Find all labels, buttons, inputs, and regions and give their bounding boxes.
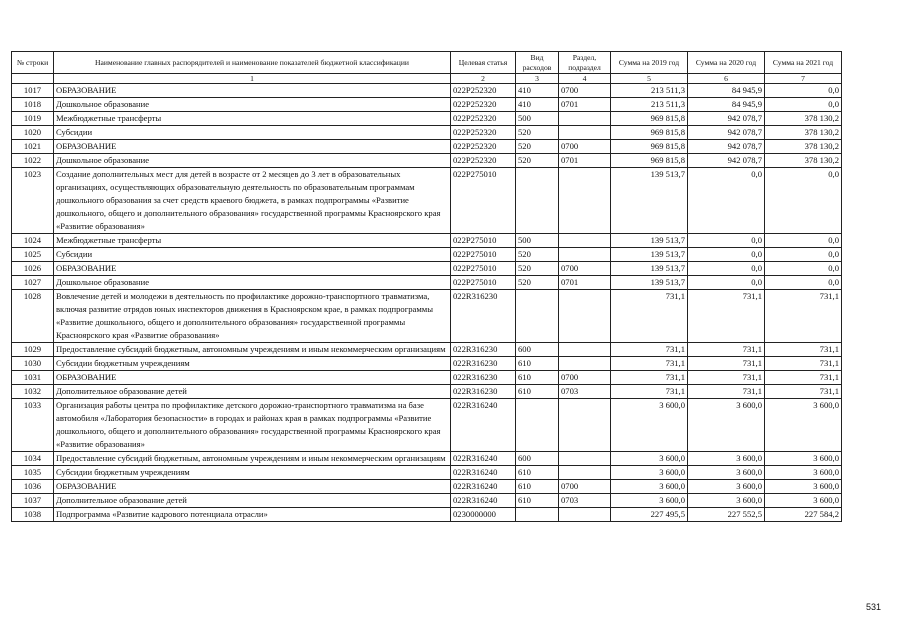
row-target-article: 022R316230 — [451, 357, 516, 371]
row-expense-type: 500 — [516, 234, 559, 248]
table-row — [12, 452, 842, 466]
table-row — [12, 508, 842, 522]
row-sum-2019: 731,1 — [611, 343, 688, 357]
row-expense-type — [516, 168, 559, 234]
row-section: 0700 — [559, 84, 611, 98]
row-target-article: 022P252320 — [451, 140, 516, 154]
row-expense-type: 520 — [516, 248, 559, 262]
row-section: 0703 — [559, 385, 611, 399]
table-row — [12, 480, 842, 494]
table-row — [12, 357, 842, 371]
row-sum-2019: 139 513,7 — [611, 248, 688, 262]
row-sum-2020: 227 552,5 — [688, 508, 765, 522]
row-sum-2021: 0,0 — [765, 248, 842, 262]
row-expense-type: 410 — [516, 84, 559, 98]
row-sum-2019: 139 513,7 — [611, 234, 688, 248]
row-sum-2019: 969 815,8 — [611, 126, 688, 140]
row-expense-type — [516, 508, 559, 522]
row-target-article: 022R316240 — [451, 466, 516, 480]
row-sum-2021: 731,1 — [765, 290, 842, 343]
row-target-article: 0230000000 — [451, 508, 516, 522]
row-number: 1028 — [12, 290, 54, 343]
header-sum-2021: Сумма на 2021 год — [765, 52, 842, 74]
row-section: 0700 — [559, 371, 611, 385]
row-sum-2021: 3 600,0 — [765, 466, 842, 480]
row-sum-2020: 3 600,0 — [688, 466, 765, 480]
row-sum-2019: 139 513,7 — [611, 262, 688, 276]
row-number: 1032 — [12, 385, 54, 399]
row-number: 1020 — [12, 126, 54, 140]
row-target-article: 022P252320 — [451, 112, 516, 126]
row-name: Субсидии — [54, 126, 451, 140]
row-section — [559, 290, 611, 343]
row-sum-2019: 3 600,0 — [611, 480, 688, 494]
row-sum-2021: 3 600,0 — [765, 399, 842, 452]
row-name: Подпрограмма «Развитие кадрового потенциала отрасли» — [54, 508, 451, 522]
row-sum-2019: 3 600,0 — [611, 452, 688, 466]
row-number: 1027 — [12, 276, 54, 290]
row-name: Вовлечение детей и молодежи в деятельность по профилактике дорожно-транспортного травматизма, включая развитие отрядов юных инспекторов движения в Красноярском крае, в рамках подпрограммы «Развитие дошкольного, общего и дополнительного образования» государственной программы Красноярского края «Развитие образования» — [54, 290, 451, 343]
row-sum-2021: 3 600,0 — [765, 452, 842, 466]
row-name: ОБРАЗОВАНИЕ — [54, 84, 451, 98]
column-number-row — [12, 74, 842, 84]
row-sum-2020: 731,1 — [688, 357, 765, 371]
row-section: 0701 — [559, 98, 611, 112]
row-sum-2019: 213 511,3 — [611, 84, 688, 98]
row-target-article: 022P252320 — [451, 98, 516, 112]
header-sum-2019: Сумма на 2019 год — [611, 52, 688, 74]
table-row — [12, 466, 842, 480]
row-name: Субсидии бюджетным учреждениям — [54, 466, 451, 480]
row-sum-2020: 3 600,0 — [688, 480, 765, 494]
row-sum-2020: 731,1 — [688, 385, 765, 399]
row-section — [559, 126, 611, 140]
row-number: 1023 — [12, 168, 54, 234]
table-row — [12, 494, 842, 508]
row-section — [559, 343, 611, 357]
row-sum-2020: 942 078,7 — [688, 126, 765, 140]
row-number: 1019 — [12, 112, 54, 126]
row-sum-2019: 139 513,7 — [611, 168, 688, 234]
row-expense-type: 610 — [516, 385, 559, 399]
row-number: 1037 — [12, 494, 54, 508]
row-sum-2020: 84 945,9 — [688, 98, 765, 112]
header-sum-2020: Сумма на 2020 год — [688, 52, 765, 74]
row-sum-2020: 942 078,7 — [688, 112, 765, 126]
row-expense-type: 610 — [516, 357, 559, 371]
table-row — [12, 262, 842, 276]
row-sum-2021: 378 130,2 — [765, 154, 842, 168]
table-row — [12, 112, 842, 126]
row-sum-2020: 3 600,0 — [688, 452, 765, 466]
row-expense-type: 610 — [516, 480, 559, 494]
header-section: Раздел, подраздел — [559, 52, 611, 74]
row-sum-2019: 3 600,0 — [611, 399, 688, 452]
row-section: 0701 — [559, 154, 611, 168]
row-target-article: 022R316230 — [451, 290, 516, 343]
row-sum-2019: 139 513,7 — [611, 276, 688, 290]
row-section — [559, 508, 611, 522]
row-sum-2019: 731,1 — [611, 357, 688, 371]
row-expense-type — [516, 290, 559, 343]
row-sum-2020: 731,1 — [688, 290, 765, 343]
row-sum-2020: 3 600,0 — [688, 494, 765, 508]
row-name: Предоставление субсидий бюджетным, автономным учреждениям и иным некоммерческим организациям — [54, 343, 451, 357]
row-sum-2021: 378 130,2 — [765, 112, 842, 126]
row-expense-type: 520 — [516, 154, 559, 168]
header-row-number: № строки — [12, 52, 54, 74]
column-number: 4 — [559, 74, 611, 84]
row-target-article: 022P252320 — [451, 126, 516, 140]
table-row — [12, 234, 842, 248]
row-number: 1030 — [12, 357, 54, 371]
row-number: 1025 — [12, 248, 54, 262]
row-sum-2020: 0,0 — [688, 276, 765, 290]
table-header-row — [12, 52, 842, 74]
header-name: Наименование главных распорядителей и наименование показателей бюджетной классификации — [54, 52, 451, 74]
row-number: 1031 — [12, 371, 54, 385]
row-target-article: 022R316230 — [451, 371, 516, 385]
row-section — [559, 168, 611, 234]
row-sum-2021: 731,1 — [765, 385, 842, 399]
row-sum-2021: 731,1 — [765, 343, 842, 357]
row-name: ОБРАЗОВАНИЕ — [54, 262, 451, 276]
row-sum-2020: 3 600,0 — [688, 399, 765, 452]
row-name: Дошкольное образование — [54, 154, 451, 168]
table-body — [12, 84, 842, 522]
row-target-article: 022R316240 — [451, 452, 516, 466]
row-sum-2019: 969 815,8 — [611, 140, 688, 154]
row-number: 1035 — [12, 466, 54, 480]
row-name: ОБРАЗОВАНИЕ — [54, 371, 451, 385]
row-section — [559, 466, 611, 480]
row-number: 1021 — [12, 140, 54, 154]
row-sum-2021: 3 600,0 — [765, 494, 842, 508]
row-sum-2021: 378 130,2 — [765, 140, 842, 154]
row-target-article: 022R316230 — [451, 343, 516, 357]
row-name: Межбюджетные трансферты — [54, 112, 451, 126]
table-row — [12, 140, 842, 154]
row-target-article: 022P275010 — [451, 248, 516, 262]
row-sum-2019: 731,1 — [611, 371, 688, 385]
row-name: Дополнительное образование детей — [54, 494, 451, 508]
row-number: 1024 — [12, 234, 54, 248]
table-row — [12, 343, 842, 357]
budget-table — [11, 51, 842, 522]
row-expense-type: 610 — [516, 371, 559, 385]
column-number: 6 — [688, 74, 765, 84]
row-sum-2020: 0,0 — [688, 168, 765, 234]
row-expense-type: 520 — [516, 262, 559, 276]
column-number: 7 — [765, 74, 842, 84]
row-number: 1022 — [12, 154, 54, 168]
row-sum-2019: 731,1 — [611, 290, 688, 343]
row-expense-type: 610 — [516, 494, 559, 508]
column-number: 3 — [516, 74, 559, 84]
column-number: 1 — [54, 74, 451, 84]
row-number: 1033 — [12, 399, 54, 452]
page-number: 531 — [866, 602, 882, 612]
row-name: Дошкольное образование — [54, 98, 451, 112]
row-number: 1034 — [12, 452, 54, 466]
row-sum-2020: 0,0 — [688, 234, 765, 248]
column-number-blank — [12, 74, 54, 84]
row-sum-2020: 0,0 — [688, 248, 765, 262]
row-sum-2021: 3 600,0 — [765, 480, 842, 494]
row-sum-2021: 227 584,2 — [765, 508, 842, 522]
row-sum-2021: 0,0 — [765, 98, 842, 112]
row-name: ОБРАЗОВАНИЕ — [54, 480, 451, 494]
row-section — [559, 112, 611, 126]
row-sum-2019: 969 815,8 — [611, 112, 688, 126]
row-target-article: 022P275010 — [451, 168, 516, 234]
row-sum-2020: 942 078,7 — [688, 140, 765, 154]
row-target-article: 022P275010 — [451, 234, 516, 248]
row-target-article: 022P275010 — [451, 262, 516, 276]
row-expense-type: 520 — [516, 140, 559, 154]
row-target-article: 022R316240 — [451, 399, 516, 452]
row-expense-type: 410 — [516, 98, 559, 112]
row-sum-2021: 0,0 — [765, 168, 842, 234]
row-sum-2020: 942 078,7 — [688, 154, 765, 168]
row-number: 1036 — [12, 480, 54, 494]
row-sum-2020: 731,1 — [688, 343, 765, 357]
row-name: Предоставление субсидий бюджетным, автономным учреждениям и иным некоммерческим организациям — [54, 452, 451, 466]
row-expense-type: 600 — [516, 452, 559, 466]
header-target-article: Целевая статья — [451, 52, 516, 74]
row-sum-2020: 731,1 — [688, 371, 765, 385]
row-section — [559, 234, 611, 248]
table-row — [12, 290, 842, 343]
table-row — [12, 84, 842, 98]
row-name: Дополнительное образование детей — [54, 385, 451, 399]
table-row — [12, 385, 842, 399]
row-name: Дошкольное образование — [54, 276, 451, 290]
row-sum-2019: 3 600,0 — [611, 466, 688, 480]
row-expense-type: 520 — [516, 126, 559, 140]
row-sum-2021: 731,1 — [765, 357, 842, 371]
row-section: 0700 — [559, 480, 611, 494]
row-section — [559, 399, 611, 452]
row-sum-2021: 0,0 — [765, 276, 842, 290]
table-row — [12, 98, 842, 112]
row-name: Субсидии — [54, 248, 451, 262]
table-row — [12, 371, 842, 385]
table-row — [12, 126, 842, 140]
row-name: Организация работы центра по профилактике детского дорожно-транспортного травматизма на базе автомобиля «Лаборатория безопасности» в городах и районах края в рамках подпрограммы «Развитие дошкольного, общего и дополнительного образования» государственной программы Красноярского края «Развитие образования» — [54, 399, 451, 452]
row-sum-2019: 227 495,5 — [611, 508, 688, 522]
row-sum-2021: 731,1 — [765, 371, 842, 385]
row-expense-type: 600 — [516, 343, 559, 357]
row-section: 0703 — [559, 494, 611, 508]
row-name: Создание дополнительных мест для детей в возрасте от 2 месяцев до 3 лет в образовательных организациях, осуществляющих образовательную деятельность по образовательным программам дошкольного образования за счет средств краевого бюджета, в рамках подпрограммы «Развитие дошкольного, общего и дополнительного образования» государственной программы Красноярского края «Развитие образования» — [54, 168, 451, 234]
row-sum-2021: 0,0 — [765, 84, 842, 98]
row-section — [559, 452, 611, 466]
row-target-article: 022R316240 — [451, 494, 516, 508]
row-name: Межбюджетные трансферты — [54, 234, 451, 248]
row-section: 0700 — [559, 262, 611, 276]
column-number: 5 — [611, 74, 688, 84]
header-expense-type: Вид расходов — [516, 52, 559, 74]
row-number: 1029 — [12, 343, 54, 357]
table-row — [12, 154, 842, 168]
row-sum-2021: 0,0 — [765, 262, 842, 276]
table-row — [12, 276, 842, 290]
row-sum-2019: 213 511,3 — [611, 98, 688, 112]
table-row — [12, 399, 842, 452]
row-name: Субсидии бюджетным учреждениям — [54, 357, 451, 371]
row-sum-2019: 731,1 — [611, 385, 688, 399]
row-expense-type: 520 — [516, 276, 559, 290]
row-section: 0700 — [559, 140, 611, 154]
row-number: 1018 — [12, 98, 54, 112]
row-number: 1026 — [12, 262, 54, 276]
row-sum-2019: 3 600,0 — [611, 494, 688, 508]
row-target-article: 022R316240 — [451, 480, 516, 494]
row-expense-type — [516, 399, 559, 452]
row-number: 1038 — [12, 508, 54, 522]
row-target-article: 022P275010 — [451, 276, 516, 290]
row-section: 0701 — [559, 276, 611, 290]
row-target-article: 022P252320 — [451, 154, 516, 168]
row-sum-2019: 969 815,8 — [611, 154, 688, 168]
row-sum-2020: 84 945,9 — [688, 84, 765, 98]
row-expense-type: 610 — [516, 466, 559, 480]
table-row — [12, 248, 842, 262]
row-section — [559, 357, 611, 371]
row-number: 1017 — [12, 84, 54, 98]
row-target-article: 022P252320 — [451, 84, 516, 98]
row-name: ОБРАЗОВАНИЕ — [54, 140, 451, 154]
row-target-article: 022R316230 — [451, 385, 516, 399]
row-sum-2021: 0,0 — [765, 234, 842, 248]
table-row — [12, 168, 842, 234]
row-sum-2020: 0,0 — [688, 262, 765, 276]
row-sum-2021: 378 130,2 — [765, 126, 842, 140]
row-section — [559, 248, 611, 262]
row-expense-type: 500 — [516, 112, 559, 126]
column-number: 2 — [451, 74, 516, 84]
